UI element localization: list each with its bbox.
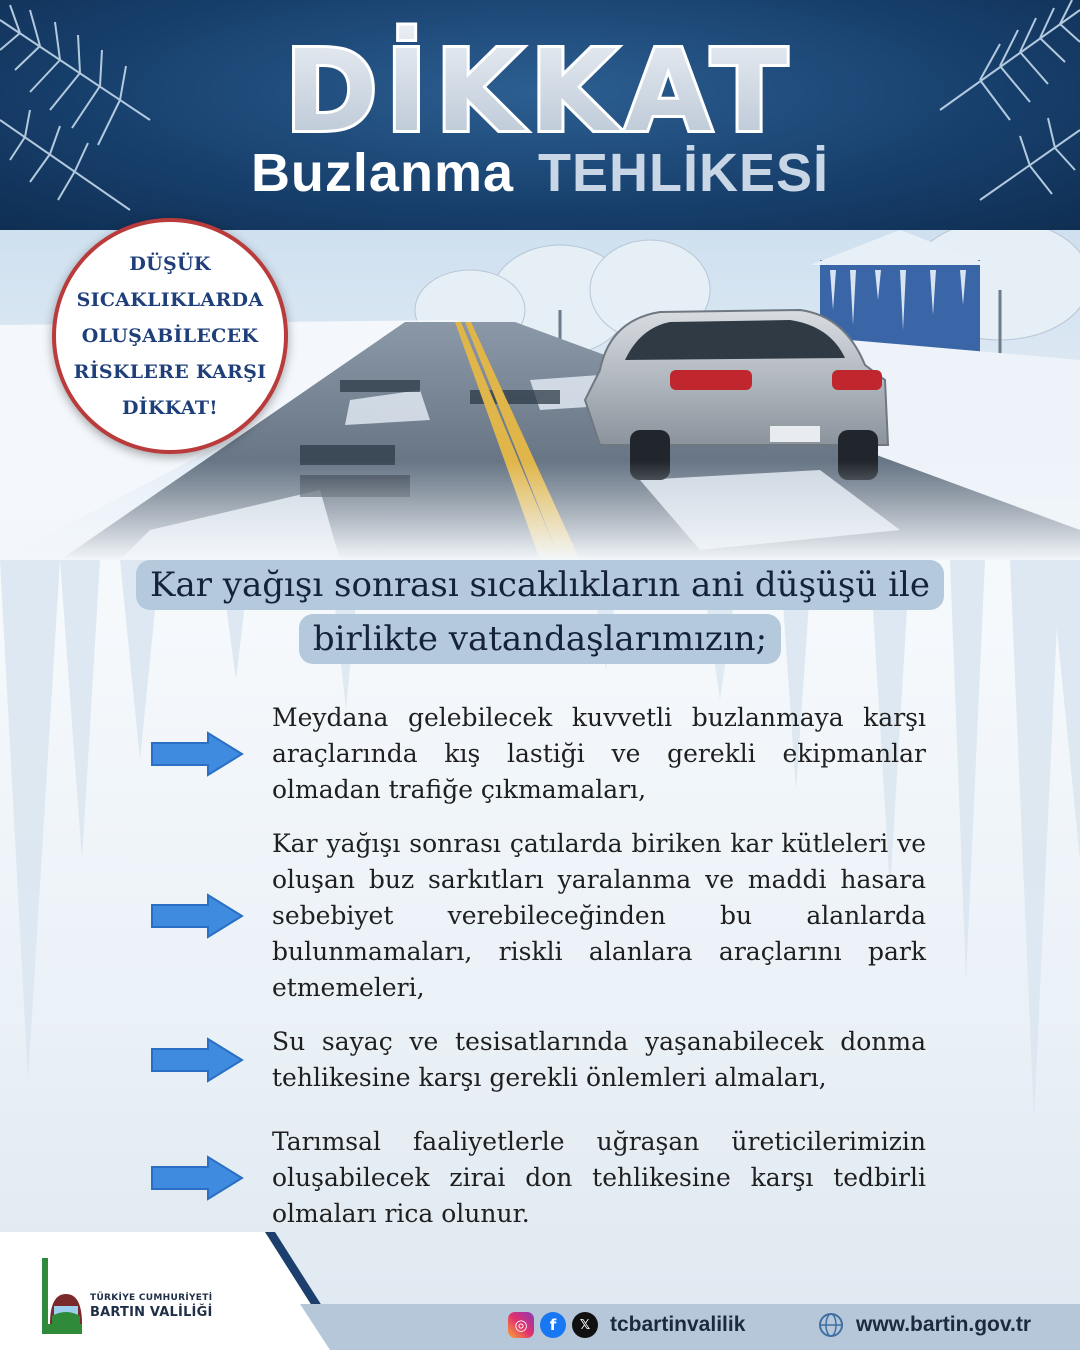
list-item-text: Kar yağışı sonrası çatılarda biriken kar kütleleri ve oluşan buz sarkıtları yaralanma ve maddi hasara sebebiyet verebileceğinden bu alanlarda bulunmamaları, riskli alanlara araçlarını park etmemeleri,: [272, 829, 926, 1002]
subtitle-word-tehlikesi: TEHLİKESİ: [538, 143, 830, 203]
list-item: [150, 700, 940, 808]
social-handle[interactable]: tcbartinvalilik: [610, 1313, 746, 1336]
social-links: [508, 1312, 745, 1338]
organization-line-2: BARTIN VALİLİĞİ: [90, 1305, 213, 1320]
list-item-text: Meydana gelebilecek kuvvetli buzlanmaya karşı araçlarında kış lastiği ve gerekli ekipmanlar olmadan trafiğe çıkmamaları,: [272, 703, 926, 804]
page-title: [0, 18, 1080, 146]
intro-line-2: birlikte vatandaşlarımızın;: [299, 614, 781, 664]
warning-badge-text: DÜŞÜK SICAKLIKLARDA OLUŞABİLECEK RİSKLERE KARŞI DİKKAT!: [73, 253, 267, 419]
list-item: [150, 826, 940, 1006]
intro-line-1: Kar yağışı sonrası sıcaklıkların ani düşüşü ile: [136, 560, 944, 610]
instagram-icon[interactable]: ◎: [508, 1312, 534, 1338]
list-item-text: Tarımsal faaliyetlerle uğraşan üreticilerimizin oluşabilecek zirai don tehlikesine karşı tedbirli olmaları rica olunur.: [272, 1127, 926, 1228]
website-link[interactable]: [818, 1312, 1031, 1338]
warning-badge: [52, 218, 288, 454]
arrow-right-icon: [150, 1036, 246, 1084]
subtitle: [0, 142, 1080, 204]
globe-icon: [818, 1312, 844, 1338]
subtitle-word-buzlanma: Buzlanma: [250, 143, 514, 203]
header-banner: [0, 0, 1080, 230]
title-text: DİKKAT: [284, 27, 796, 146]
arrow-right-icon: [150, 1154, 246, 1202]
warning-items-list: [150, 700, 940, 1232]
website-url[interactable]: www.bartin.gov.tr: [856, 1313, 1032, 1336]
intro-text: [0, 560, 1080, 664]
bartin-valiligi-logo-icon: [38, 1254, 84, 1338]
facebook-icon[interactable]: f: [540, 1312, 566, 1338]
list-item: [150, 1024, 940, 1096]
organization-name: [90, 1293, 213, 1320]
arrow-right-icon: [150, 892, 246, 940]
list-item: [150, 1124, 940, 1232]
arrow-right-icon: [150, 730, 246, 778]
x-twitter-icon[interactable]: 𝕏: [572, 1312, 598, 1338]
list-item-text: Su sayaç ve tesisatlarında yaşanabilecek donma tehlikesine karşı gerekli önlemleri almaları,: [272, 1027, 926, 1092]
organization-line-1: TÜRKİYE CUMHURİYETİ: [90, 1293, 213, 1303]
